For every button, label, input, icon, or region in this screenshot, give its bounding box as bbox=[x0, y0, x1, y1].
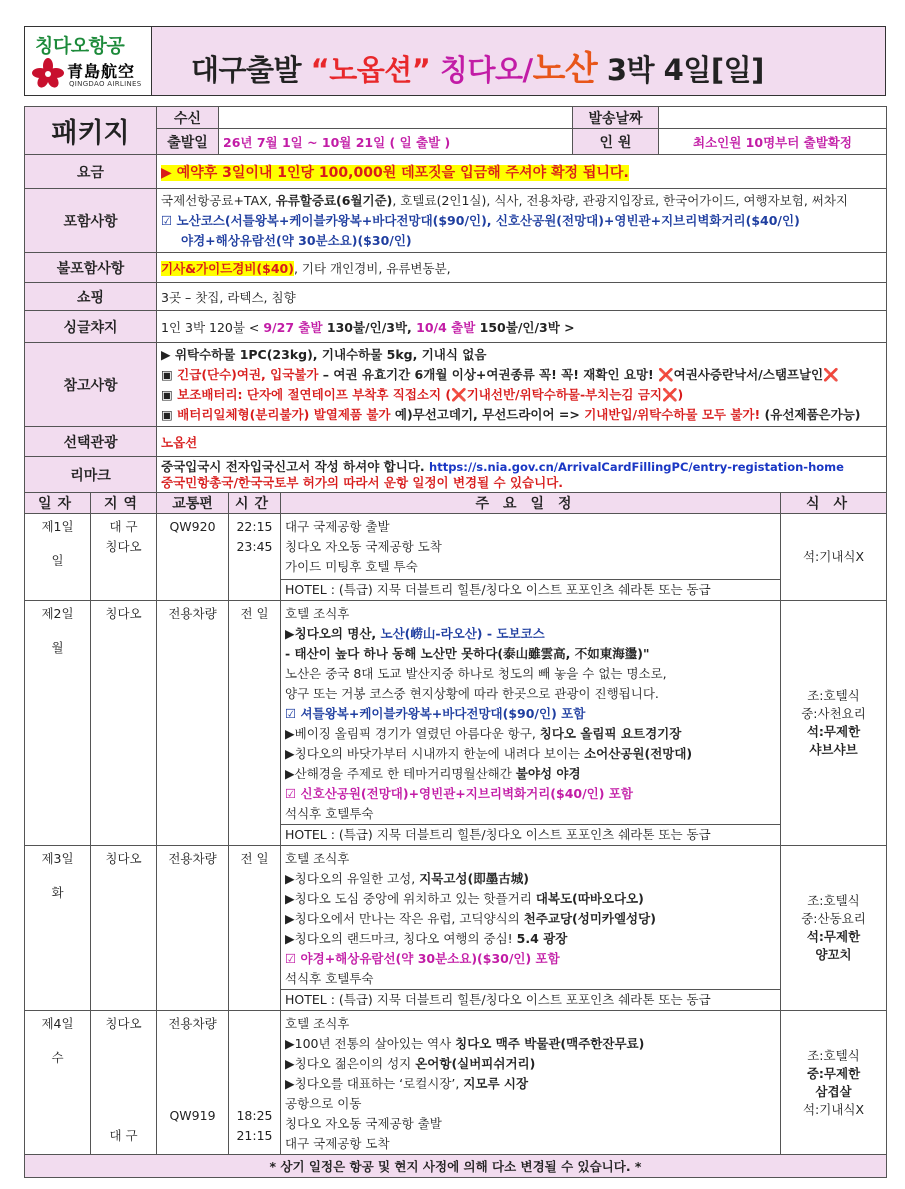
day1-time bbox=[229, 514, 281, 601]
day-row-4 bbox=[25, 1011, 887, 1155]
day3-l4a: ▶칭다오의 랜드마크, 칭다오 여행의 중심! bbox=[285, 931, 517, 946]
n3b: 보조배터리: 단자에 절연테이프 부착후 직접소지 ( bbox=[177, 386, 452, 402]
day4-region1: 칭다오 bbox=[105, 1016, 142, 1031]
day3-l4b: 5.4 광장 bbox=[516, 931, 568, 946]
include-l1c: , 호텔료(2인1실), 식사, 전용차량, 관광지입장료, 한국어가이드, 여행자보험, 써차지 bbox=[392, 192, 849, 208]
n2c: – 여권 유효기간 6개월 이상+여권종류 꼭! 꼭! 재확인 요망! bbox=[318, 366, 659, 382]
option-label: 선택관광 bbox=[25, 427, 157, 457]
day2-transport bbox=[157, 601, 229, 846]
single-charge-text bbox=[157, 311, 887, 343]
logo-hanzi: 青島航空 bbox=[67, 62, 136, 81]
x-mark-icon: ❌ bbox=[658, 366, 674, 382]
day2-l1 bbox=[285, 624, 776, 644]
day4-l4: 공항으로 이동 bbox=[285, 1096, 362, 1111]
day4-flight: QW919 bbox=[169, 1108, 216, 1123]
day3-meal bbox=[781, 846, 887, 1011]
day2-l0: 호텔 조식후 bbox=[285, 606, 350, 621]
day4-time1: 18:25 bbox=[236, 1108, 273, 1123]
day4-l2 bbox=[285, 1054, 776, 1074]
day1-time2: 23:45 bbox=[236, 539, 273, 554]
recv-value bbox=[219, 107, 573, 129]
day2-label: 제2일 bbox=[41, 606, 74, 621]
exclude-rest: , 기타 개인경비, 유류변동분, bbox=[293, 260, 451, 276]
x-mark-icon: ❌ bbox=[661, 386, 678, 402]
day2-l8a: ▶산해경을 주제로 한 테마거리명월산해간 bbox=[285, 766, 516, 781]
day2-meal4: 샤브샤브 bbox=[809, 742, 858, 757]
remark-line-2: 중국민항총국/한국국토부 허가의 따라서 운항 일정이 변경될 수 있습니다. bbox=[161, 474, 564, 490]
day3-hotel: HOTEL : (특급) 지묵 더블트리 힐튼/칭다오 이스트 포포인츠 쉐라톤 또는 동급 bbox=[281, 989, 780, 1010]
day2-meal2: 중:사천요리 bbox=[801, 706, 866, 721]
include-l1b: 유류할증료(6월기준) bbox=[275, 192, 393, 208]
airline-logo bbox=[25, 27, 152, 95]
single-e: 150불/인/3박 > bbox=[475, 319, 575, 335]
day3-label: 제3일 bbox=[41, 851, 74, 866]
col-itinerary: 주요일정 bbox=[281, 493, 781, 514]
people-value: 최소인원 10명부터 출발확정 bbox=[659, 129, 887, 155]
include-label: 포함사항 bbox=[25, 189, 157, 253]
day4-meal3: 삼겹살 bbox=[815, 1083, 852, 1099]
day2-l8b: 불야성 야경 bbox=[515, 766, 581, 781]
day2-l7b: 소어산공원(전망대) bbox=[584, 746, 693, 761]
n4c: 예)무선고데기, 무선드라이어 => bbox=[390, 406, 585, 422]
day2-dow: 월 bbox=[51, 640, 64, 655]
day3-itinerary bbox=[281, 846, 781, 1011]
day3-l2a: ▶칭다오 도심 중앙에 위치하고 있는 핫플거리 bbox=[285, 891, 536, 906]
entry-card-link[interactable]: https://s.nia.gov.cn/ArrivalCardFillingPC/entry-registation-home bbox=[429, 459, 844, 474]
n3d: 기내선반/위탁수하물-부치는김 금지 bbox=[466, 386, 662, 402]
n2e: 여권사증란낙서/스탬프날인 bbox=[673, 366, 824, 382]
day4-vehicle: 전용차량 bbox=[168, 1016, 217, 1031]
package-info-table bbox=[24, 106, 887, 493]
day2-region bbox=[91, 601, 157, 846]
single-d: 10/4 출발 bbox=[416, 319, 476, 335]
day3-l4 bbox=[285, 929, 776, 949]
day3-l2b: 대복도(따바오다오) bbox=[535, 891, 644, 906]
day3-meal2: 중:산동요리 bbox=[801, 911, 866, 926]
day1-line-1: 대구 국제공항 출발 bbox=[285, 519, 390, 534]
itinerary-sheet bbox=[24, 26, 886, 1178]
day1-line-2: 칭다오 자오동 국제공항 도착 bbox=[285, 539, 442, 554]
n3a: ▣ bbox=[161, 386, 178, 402]
day4-meal4: 석:기내식X bbox=[802, 1101, 865, 1117]
day3-meal4: 양꼬치 bbox=[815, 947, 852, 962]
n3f: ) bbox=[677, 386, 684, 402]
logo-korean: 칭다오항공 bbox=[35, 35, 125, 57]
x-mark-icon: ❌ bbox=[451, 386, 467, 402]
day4-time2: 21:15 bbox=[236, 1128, 273, 1143]
remark-label: 리마크 bbox=[25, 457, 157, 493]
day3-meal1: 조:호텔식 bbox=[807, 893, 860, 908]
day2-hotel: HOTEL : (특급) 지묵 더블트리 힐튼/칭다오 이스트 포포인츠 쉐라톤 또는 동급 bbox=[281, 824, 780, 845]
day3-region1: 칭다오 bbox=[105, 851, 142, 866]
day4-l3 bbox=[285, 1074, 776, 1094]
title-part-3: 칭다오/ bbox=[430, 53, 533, 87]
day4-l2b: 온어항(실버피쉬거리) bbox=[415, 1056, 536, 1071]
remark-r1a: 중국입국시 전자입국신고서 작성 하셔야 합니다. bbox=[161, 458, 430, 474]
day4-l5: 칭다오 자오동 국제공항 출발 bbox=[285, 1116, 442, 1131]
day2-l9: ☑ 신호산공원(전망대)+영빈관+지브리벽화거리($40/인) 포함 bbox=[285, 786, 633, 801]
day2-meal1: 조:호텔식 bbox=[807, 688, 860, 703]
notes-text bbox=[157, 343, 887, 427]
day2-l6 bbox=[285, 724, 776, 744]
day1-meal bbox=[781, 514, 887, 601]
day3-time bbox=[229, 846, 281, 1011]
n4d: 기내반입/위탁수하물 모두 불가! bbox=[584, 406, 761, 422]
exclude-text bbox=[157, 253, 887, 283]
day3-l3 bbox=[285, 909, 776, 929]
day2-l7 bbox=[285, 744, 776, 764]
flower-logo-icon bbox=[31, 57, 65, 89]
day3-l2 bbox=[285, 889, 776, 909]
day2-l3: 노산은 중국 8대 도교 발산지중 하나로 청도의 빼 놓을 수 없는 명소로, bbox=[285, 666, 667, 681]
day1-time1: 22:15 bbox=[236, 519, 273, 534]
title-part-2: “노옵션” bbox=[310, 53, 431, 87]
day1-region2: 칭다오 bbox=[105, 539, 142, 554]
day3-l3b: 천주교당(성미카엘성당) bbox=[523, 911, 656, 926]
day4-day bbox=[25, 1011, 91, 1155]
col-transport: 교통편 bbox=[157, 493, 229, 514]
n2a: ▣ bbox=[161, 366, 178, 382]
day-row-1 bbox=[25, 514, 887, 601]
day2-time1: 전 일 bbox=[240, 606, 269, 621]
day2-time bbox=[229, 601, 281, 846]
n2b: 긴급(단수)여권, 입국불가 bbox=[177, 366, 319, 382]
day2-l6b: 칭다오 올림픽 요트경기장 bbox=[539, 726, 682, 741]
day1-region bbox=[91, 514, 157, 601]
day1-dow: 일 bbox=[51, 553, 64, 568]
day3-l6: 석식후 호텔투숙 bbox=[285, 971, 374, 986]
day4-transport bbox=[157, 1011, 229, 1155]
day4-l0: 호텔 조식후 bbox=[285, 1016, 350, 1031]
logo-english: QINGDAO AIRLINES bbox=[69, 80, 142, 88]
depart-label: 출발일 bbox=[157, 129, 219, 155]
day3-l1 bbox=[285, 869, 776, 889]
day3-vehicle: 전용차량 bbox=[168, 851, 217, 866]
day4-time bbox=[229, 1011, 281, 1155]
day2-l5: ☑ 셔틀왕복+케이블카왕복+바다전망대($90/인) 포함 bbox=[285, 706, 586, 721]
include-line-1 bbox=[161, 191, 882, 211]
day-row-2 bbox=[25, 601, 887, 846]
include-text bbox=[157, 189, 887, 253]
x-mark-icon: ❌ bbox=[823, 366, 839, 382]
day1-hotel: HOTEL : (특급) 지묵 더블트리 힐튼/칭다오 이스트 포포인츠 쉐라톤 또는 동급 bbox=[281, 579, 780, 600]
day4-itinerary bbox=[281, 1011, 781, 1155]
page-header bbox=[24, 26, 886, 96]
page-title bbox=[191, 41, 764, 90]
day3-transport bbox=[157, 846, 229, 1011]
note-4 bbox=[161, 405, 882, 425]
day4-l6: 대구 국제공항 도착 bbox=[285, 1136, 390, 1151]
n4e: (유선제품은가능) bbox=[760, 406, 861, 422]
day4-l1a: ▶100년 전통의 살아있는 역사 bbox=[285, 1036, 456, 1051]
remark-text bbox=[157, 457, 887, 493]
day3-l3a: ▶칭다오에서 만나는 작은 유럽, 고딕양식의 bbox=[285, 911, 524, 926]
day4-region bbox=[91, 1011, 157, 1155]
day1-label: 제1일 bbox=[41, 519, 74, 534]
title-part-1: 대구출발 bbox=[191, 53, 311, 87]
col-day: 일자 bbox=[25, 493, 91, 514]
fee-highlight: ▶ 예약후 3일이내 1인당 100,000원 데포짓을 입금해 주셔야 확정 됩니다. bbox=[161, 164, 629, 181]
day2-l8 bbox=[285, 764, 776, 784]
footer-note: * 상기 일정은 항공 및 현지 사정에 의해 다소 변경될 수 있습니다. * bbox=[25, 1155, 887, 1178]
day3-day bbox=[25, 846, 91, 1011]
single-c: 130불/인/3박, bbox=[322, 319, 417, 335]
day3-l1a: ▶칭다오의 유일한 고성, bbox=[285, 871, 420, 886]
day2-l6a: ▶베이징 올림픽 경기가 열렸던 아름다운 항구, bbox=[285, 726, 540, 741]
day4-dow: 수 bbox=[51, 1050, 64, 1065]
exclude-label: 불포함사항 bbox=[25, 253, 157, 283]
day3-l1b: 지묵고성(即墨古城) bbox=[419, 871, 529, 886]
day4-meal1: 조:호텔식 bbox=[807, 1047, 860, 1063]
remark-line-1 bbox=[161, 459, 882, 475]
day2-l10: 석식후 호텔투숙 bbox=[285, 806, 374, 821]
day1-meal-text: 석:기내식X bbox=[802, 549, 865, 564]
include-line-2: ☑ 노산코스(서틀왕복+케이블카왕복+바다전망대($90/인), 신호산공원(전망대)+영빈관+지브리벽화거리($40/인) bbox=[161, 212, 800, 228]
shopping-label: 쇼핑 bbox=[25, 283, 157, 311]
include-line-3: 야경+해상유람선(약 30분소요)($30/인) bbox=[181, 232, 412, 248]
exclude-highlight: 기사&가이드경비($40) bbox=[161, 260, 294, 276]
n4a: ▣ bbox=[161, 406, 178, 422]
day4-meal2: 중:무제한 bbox=[806, 1065, 861, 1081]
shopping-text: 3곳 – 찻집, 라텍스, 침향 bbox=[157, 283, 887, 311]
col-time: 시간 bbox=[229, 493, 281, 514]
people-label: 인 원 bbox=[573, 129, 659, 155]
include-l1a: 국제선항공료+TAX, bbox=[161, 192, 276, 208]
schedule-table bbox=[24, 492, 887, 1178]
recv-label: 수신 bbox=[157, 107, 219, 129]
title-part-5: 3박 4일[일] bbox=[597, 53, 764, 87]
day4-l3b: 지모루 시장 bbox=[463, 1076, 529, 1091]
day4-label: 제4일 bbox=[41, 1016, 74, 1031]
day-row-3 bbox=[25, 846, 887, 1011]
day1-line-3: 가이드 미팅후 호텔 투숙 bbox=[285, 559, 418, 574]
day2-meal3: 석:무제한 bbox=[806, 724, 861, 739]
col-meal: 식사 bbox=[781, 493, 887, 514]
col-region: 지역 bbox=[91, 493, 157, 514]
day3-region bbox=[91, 846, 157, 1011]
title-part-4: 노산 bbox=[532, 49, 598, 89]
day1-day bbox=[25, 514, 91, 601]
day4-l1b: 칭다오 맥주 박물관(맥주한잔무료) bbox=[455, 1036, 645, 1051]
single-a: 1인 3박 120불 < bbox=[161, 319, 264, 335]
option-text: 노옵션 bbox=[157, 427, 887, 457]
day2-l1a: ▶칭다오의 명산, bbox=[285, 626, 381, 641]
notes-label: 참고사항 bbox=[25, 343, 157, 427]
day3-l0: 호텔 조식후 bbox=[285, 851, 350, 866]
day4-l3a: ▶칭다오를 대표하는 ‘로컬시장’, bbox=[285, 1076, 464, 1091]
day1-itinerary bbox=[281, 514, 781, 601]
day2-l4: 양구 또는 거봉 코스중 현지상황에 따라 한곳으로 관광이 진행됩니다. bbox=[285, 686, 659, 701]
day3-meal3: 석:무제한 bbox=[806, 929, 861, 944]
day2-l1b: 노산(崂山-라오산) - 도보코스 bbox=[380, 626, 545, 641]
fee-label: 요금 bbox=[25, 155, 157, 189]
day2-day bbox=[25, 601, 91, 846]
day2-vehicle: 전용차량 bbox=[168, 606, 217, 621]
single-b: 9/27 출발 bbox=[263, 319, 323, 335]
single-charge-label: 싱글챠지 bbox=[25, 311, 157, 343]
day4-l1 bbox=[285, 1034, 776, 1054]
note-2 bbox=[161, 365, 882, 385]
day2-l2: - 태산이 높다 하나 동해 노산만 못하다(泰山雖雲高, 不如東海璗)" bbox=[285, 646, 650, 661]
day2-l7a: ▶칭다오의 바닷가부터 시내까지 한눈에 내려다 보이는 bbox=[285, 746, 585, 761]
day3-time1: 전 일 bbox=[240, 851, 269, 866]
day2-meal bbox=[781, 601, 887, 846]
day3-dow: 화 bbox=[51, 885, 64, 900]
send-date-value bbox=[659, 107, 887, 129]
day3-l5: ☑ 야경+해상유람선(약 30분소요)($30/인) 포함 bbox=[285, 951, 560, 966]
day1-region1: 대 구 bbox=[109, 519, 138, 534]
day4-meal bbox=[781, 1011, 887, 1155]
day2-itinerary bbox=[281, 601, 781, 846]
day1-transport bbox=[157, 514, 229, 601]
day4-l2a: ▶칭다오 젊은이의 성지 bbox=[285, 1056, 416, 1071]
fee-text bbox=[157, 155, 887, 189]
day4-region2: 대 구 bbox=[109, 1128, 138, 1143]
note-1: ▶ 위탁수하물 1PC(23kg), 기내수하물 5kg, 기내식 없음 bbox=[161, 346, 487, 362]
package-label: 패키지 bbox=[25, 107, 157, 155]
note-3 bbox=[161, 385, 882, 405]
n4b: 배터리일체형(분리불가) 발열제품 불가 bbox=[177, 406, 391, 422]
day1-flight: QW920 bbox=[169, 519, 216, 534]
depart-value: 26년 7월 1일 ~ 10월 21일 ( 일 출발 ) bbox=[219, 129, 573, 155]
send-date-label: 발송날짜 bbox=[573, 107, 659, 129]
day2-region1: 칭다오 bbox=[105, 606, 142, 621]
